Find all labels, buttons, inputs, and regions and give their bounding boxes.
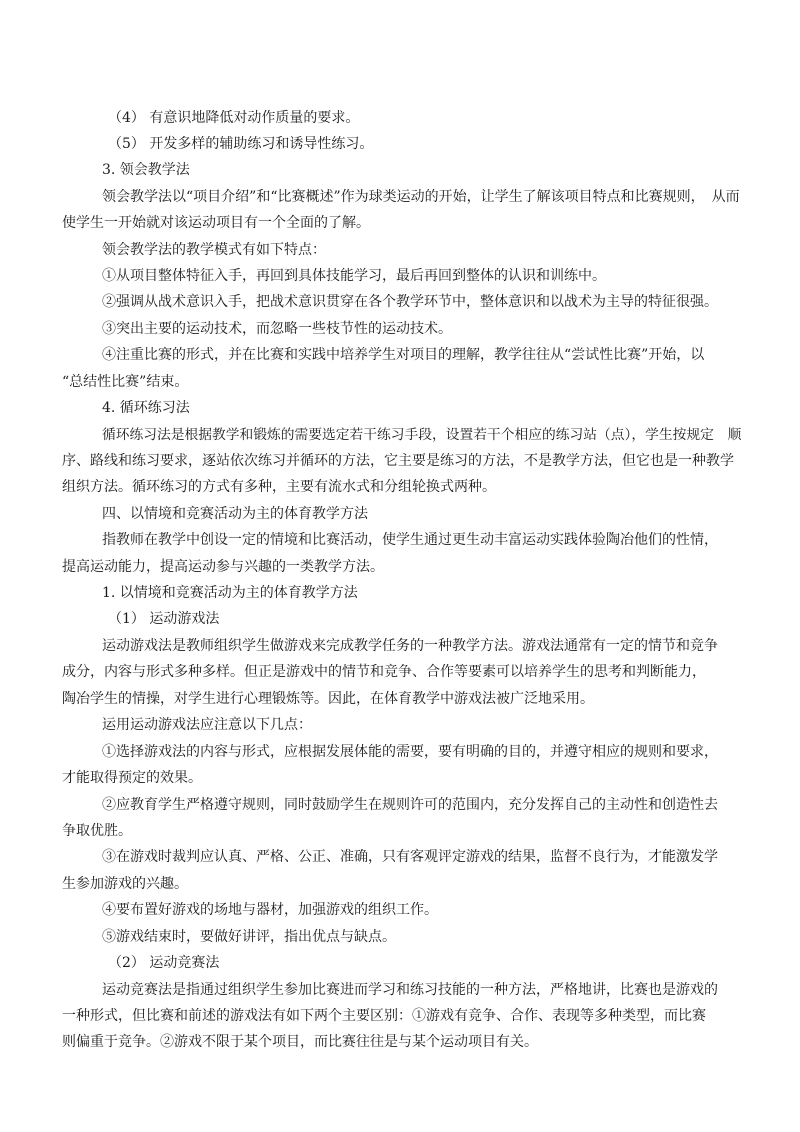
- list-item: ③在游戏时裁判应认真、严格、公正、准确，只有客观评定游戏的结果，监督不良行为，才能激发学: [102, 849, 718, 865]
- list-item: ①从项目整体特征入手，再回到具体技能学习，最后再回到整体的认识和训练中。: [102, 268, 606, 284]
- paragraph-line: 指教师在教学中创设一定的情境和比赛活动，使学生通过更生动丰富运动实践体验陶冶他们的性情，: [102, 532, 718, 548]
- list-item: （4） 有意识地降低对动作质量的要求。: [108, 110, 360, 126]
- section-heading: 3. 领会教学法: [102, 162, 190, 178]
- paragraph-line: 领会教学法的教学模式有如下特点：: [102, 242, 326, 258]
- list-item: （5） 开发多样的辅助练习和诱导性练习。: [108, 136, 374, 152]
- paragraph-line: 生参加游戏的兴趣。: [62, 876, 188, 892]
- subsection-heading: （1） 运动游戏法: [108, 611, 220, 627]
- paragraph-line: 运用运动游戏法应注意以下几点：: [102, 717, 312, 733]
- section-heading: 四、以情境和竞赛活动为主的体育教学方法: [102, 506, 368, 522]
- paragraph-line: 循环练习法是根据教学和锻炼的需要选定若干练习手段，设置若干个相应的练习站（点），学生按规定 顺: [102, 427, 742, 443]
- paragraph-line: 提高运动能力，提高运动参与兴趣的一类教学方法。: [62, 559, 384, 575]
- section-heading: 1. 以情境和竞赛活动为主的体育教学方法: [102, 585, 358, 601]
- paragraph-line: 才能取得预定的效果。: [62, 770, 202, 786]
- paragraph-line: 领会教学法以“项目介绍”和“比赛概述”作为球类运动的开始，让学生了解该项目特点和比赛规则， 从而: [102, 189, 740, 205]
- paragraph-line: 陶冶学生的情操，对学生进行心理锻炼等。因此，在体育教学中游戏法被广泛地采用。: [62, 691, 594, 707]
- list-item: ⑤游戏结束时，要做好讲评，指出优点与缺点。: [102, 929, 396, 945]
- list-item: ③突出主要的运动技术，而忽略一些枝节性的运动技术。: [102, 321, 452, 337]
- paragraph-line: 使学生一开始就对该运动项目有一个全面的了解。: [62, 215, 370, 231]
- paragraph-line: 运动竞赛法是指通过组织学生参加比赛进而学习和练习技能的一种方法，严格地讲，比赛也是游戏的: [102, 982, 718, 998]
- list-item: ②应教育学生严格遵守规则，同时鼓励学生在规则许可的范围内，充分发挥自己的主动性和创造性去: [102, 797, 718, 813]
- paragraph-line: “总结性比赛”结束。: [62, 374, 189, 390]
- paragraph-line: 运动游戏法是教师组织学生做游戏来完成教学任务的一种教学方法。游戏法通常有一定的情节和竞争: [102, 638, 718, 654]
- paragraph-line: 则偏重于竞争。②游戏不限于某个项目，而比赛往往是与某个运动项目有关。: [62, 1034, 538, 1050]
- list-item: ④注重比赛的形式，并在比赛和实践中培养学生对项目的理解，教学往往从“尝试性比赛”开始，以: [102, 347, 705, 363]
- paragraph-line: 序、路线和练习要求，逐站依次练习并循环的方法，它主要是练习的方法，不是教学方法，但它也是一种教学: [62, 453, 734, 469]
- section-heading: 4. 循环练习法: [102, 400, 190, 416]
- list-item: ④要布置好游戏的场地与器材，加强游戏的组织工作。: [102, 902, 438, 918]
- list-item: ①选择游戏法的内容与形式，应根据发展体能的需要，要有明确的目的，并遵守相应的规则和要求，: [102, 744, 718, 760]
- subsection-heading: （2） 运动竞赛法: [108, 955, 220, 971]
- list-item: ②强调从战术意识入手，把战术意识贯穿在各个教学环节中，整体意识和以战术为主导的特征很强。: [102, 294, 718, 310]
- paragraph-line: 组织方法。循环练习的方式有多种，主要有流水式和分组轮换式两种。: [62, 479, 496, 495]
- paragraph-line: 一种形式，但比赛和前述的游戏法有如下两个主要区别：①游戏有竞争、合作、表现等多种类型，而比赛: [62, 1008, 706, 1024]
- paragraph-line: 成分，内容与形式多种多样。但正是游戏中的情节和竞争、合作等要素可以培养学生的思考和判断能力，: [62, 664, 706, 680]
- paragraph-line: 争取优胜。: [62, 823, 132, 839]
